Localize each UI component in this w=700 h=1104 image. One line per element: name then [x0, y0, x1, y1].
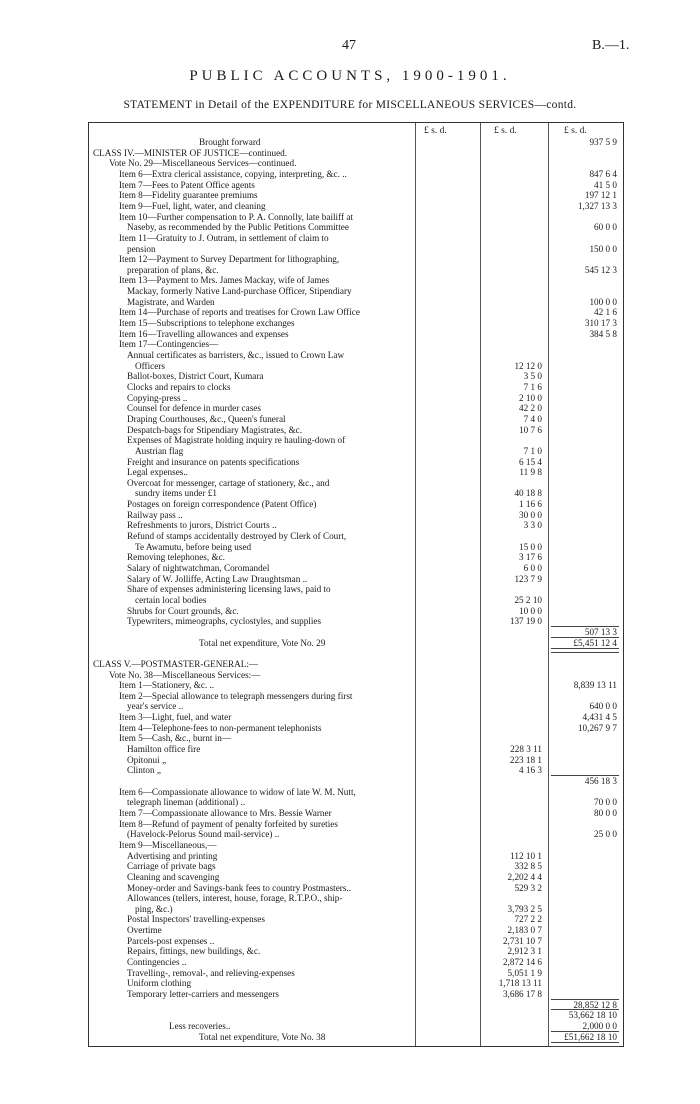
row-description: CLASS V.—POSTMASTER-GENERAL:—: [93, 658, 259, 669]
amount-column-2: 10 7 6: [519, 424, 542, 435]
amount-column-2: 6 15 4: [519, 456, 542, 467]
amount-column-3: 80 0 0: [594, 807, 617, 818]
table-row: [89, 435, 623, 446]
table-row: [89, 297, 623, 308]
table-row: [89, 371, 623, 382]
table-row: [89, 648, 623, 659]
row-description: Item 11—Gratuity to J. Outram, in settlement of claim to: [119, 232, 329, 243]
table-row: [89, 393, 623, 404]
table-row: [89, 659, 623, 670]
row-description: Salary of W. Jolliffe, Acting Law Draughtsman ..: [127, 573, 308, 584]
table-row: [89, 616, 623, 627]
table-row: [89, 275, 623, 286]
table-row: [89, 499, 623, 510]
table-row: [89, 457, 623, 468]
amount-column-3: 10,267 9 7: [577, 722, 617, 733]
amount-column-2: 30 0 0: [519, 509, 542, 520]
table-row: [89, 286, 623, 297]
row-description: (Havelock-Pelorus Sound mail-service) ..: [127, 829, 280, 840]
row-description: Freight and insurance on patents specifications: [127, 456, 300, 467]
expenditure-table: [88, 122, 624, 1047]
amount-column-2: 2,912 3 1: [507, 946, 542, 957]
row-description: Item 8—Fidelity guarantee premiums: [119, 190, 258, 201]
table-row: [89, 169, 623, 180]
table-row: [89, 180, 623, 191]
table-row: [89, 1010, 623, 1021]
row-description: year's service ..: [127, 701, 184, 712]
row-description: Salary of nightwatchman, Coromandel: [127, 563, 270, 573]
amount-column-2: 123 7 9: [514, 573, 542, 584]
table-row: [89, 606, 623, 617]
row-description: Advertising and printing: [127, 850, 218, 861]
table-row: [89, 691, 623, 702]
row-description: Item 5—Cash, &c., burnt in—: [119, 733, 232, 744]
amount-column-2: 112 10 1: [510, 850, 542, 861]
row-description: Item 8—Refund of payment of penalty forfeited by sureties: [119, 818, 338, 829]
amount-column-2: 5,051 1 9: [507, 967, 542, 978]
row-description: certain local bodies: [135, 594, 207, 605]
row-description: Cleaning and scavenging: [127, 871, 220, 882]
row-description: Contingencies ..: [127, 957, 187, 968]
row-description: Annual certificates as barristers, &c., issued to Crown Law: [127, 350, 345, 360]
table-row: [89, 744, 623, 755]
amount-column-2: 332 8 5: [514, 861, 542, 872]
table-row: [89, 914, 623, 925]
table-row: [89, 148, 623, 159]
row-description: Item 10—Further compensation to P. A. Connolly, late bailiff at: [119, 211, 353, 222]
row-description: Typewriters, mimeographs, cyclostyles, and supplies: [127, 616, 322, 627]
row-description: Money-order and Savings-bank fees to country Postmasters..: [127, 882, 352, 893]
row-description: Total net expenditure, Vote No. 38: [199, 1031, 326, 1042]
amount-column-2: 529 3 2: [514, 882, 542, 893]
row-description: CLASS IV.—MINISTER OF JUSTICE—continued.: [93, 147, 288, 158]
row-description: Less recoveries..: [169, 1020, 231, 1031]
table-row: [89, 478, 623, 489]
amount-column-3: 100 0 0: [589, 296, 617, 307]
table-row: [89, 361, 623, 372]
table-row: [89, 712, 623, 723]
amount-column-2: 40 18 8: [514, 488, 542, 499]
table-row: [89, 212, 623, 223]
parliamentary-reference: B.—1.: [592, 38, 630, 53]
table-row: [89, 446, 623, 457]
row-description: Removing telephones, &c.: [127, 552, 225, 563]
row-description: Travelling-, removal-, and relieving-expenses: [127, 967, 295, 978]
table-row: [89, 350, 623, 361]
amount-column-2: 228 3 11: [510, 744, 542, 755]
amount-column-2: 727 2 2: [514, 914, 542, 925]
table-row: [89, 425, 623, 436]
table-row: [89, 307, 623, 318]
amount-column-2: 3,686 17 8: [502, 989, 542, 999]
subtotal-rule: [551, 999, 619, 1000]
table-row: [89, 638, 623, 649]
amount-column-2: 2,872 14 6: [502, 957, 542, 968]
row-description: Overcoat for messenger, cartage of stationery, &c., and: [127, 477, 330, 488]
row-description: Magistrate, and Warden: [127, 296, 215, 307]
table-row: [89, 542, 623, 553]
amount-column-3: £51,662 18 10: [564, 1031, 617, 1042]
amount-column-2: 2,183 0 7: [507, 925, 542, 936]
table-row: [89, 510, 623, 521]
row-description: Draping Courthouses, &c., Queen's funeral: [127, 413, 286, 424]
table-row: [89, 1032, 623, 1043]
table-row: [89, 265, 623, 276]
row-description: pension: [127, 243, 156, 254]
amount-column-3: 1,327 13 3: [577, 200, 617, 211]
amount-column-2: 7 4 0: [523, 413, 542, 424]
row-description: sundry items under £1: [135, 488, 217, 499]
amount-column-2: 223 18 1: [509, 754, 542, 765]
amount-column-3: 847 6 4: [589, 168, 617, 179]
amount-column-2: 3 17 6: [519, 552, 542, 563]
table-row: [89, 531, 623, 542]
table-row: [89, 158, 623, 169]
row-description: Ballot-boxes, District Court, Kumara: [127, 371, 264, 382]
amount-column-3: 384 5 8: [589, 328, 617, 339]
table-row: [89, 1021, 623, 1032]
table-row: [89, 733, 623, 744]
amount-column-2: 2,202 4 4: [507, 871, 542, 882]
row-description: Te Awamutu, before being used: [135, 541, 252, 552]
amount-column-2: 42 2 0: [519, 403, 542, 414]
row-description: Item 7—Compassionate allowance to Mrs. Bessie Warner: [119, 807, 332, 818]
row-description: Repairs, fittings, new buildings, &c.: [127, 946, 261, 957]
row-description: Item 3—Light, fuel, and water: [119, 712, 232, 723]
row-description: Item 14—Purchase of reports and treatises for Crown Law Office: [119, 307, 360, 318]
row-description: Item 6—Extra clerical assistance, copying, interpreting, &c. ..: [119, 168, 347, 179]
amount-column-2: 2,731 10 7: [502, 935, 542, 946]
table-row: [89, 339, 623, 350]
row-description: preparation of plans, &c.: [127, 264, 219, 275]
table-row: [89, 467, 623, 478]
row-description: Copying-press ..: [127, 392, 188, 403]
table-row: [89, 244, 623, 255]
amount-column-3: 25 0 0: [594, 829, 617, 840]
row-description: Item 6—Compassionate allowance to widow of late W. M. Nutt,: [119, 786, 356, 797]
page-number: 47: [342, 38, 356, 53]
amount-column-3: 197 12 1: [584, 190, 617, 201]
table-row: [89, 904, 623, 915]
table-row: [89, 552, 623, 563]
row-description: Postal Inspectors' travelling-expenses: [127, 914, 265, 925]
row-description: Counsel for defence in murder cases: [127, 403, 261, 414]
table-row: [89, 201, 623, 212]
amount-column-2: 3 3 0: [523, 520, 542, 531]
table-row: [89, 520, 623, 531]
row-description: Hamilton office fire: [127, 744, 201, 755]
amount-column-2: 137 19 0: [509, 616, 542, 627]
amount-column-2: 11 9 8: [519, 467, 542, 478]
amount-column-3: 150 0 0: [589, 243, 617, 254]
row-description: Naseby, as recommended by the Public Petitions Committee: [127, 222, 349, 233]
row-description: Allowances (tellers, interest, house, forage, R.T.P.O., ship-: [127, 893, 343, 904]
amount-column-3: 8,839 13 11: [573, 680, 617, 691]
row-description: Item 13—Payment to Mrs. James Mackay, wife of James: [119, 275, 330, 286]
table-row: [89, 329, 623, 340]
table-row: [89, 797, 623, 808]
row-description: Item 9—Fuel, light, water, and cleaning: [119, 200, 266, 211]
subtotal-rule: [551, 1009, 619, 1010]
amount-column-3: 310 17 3: [584, 318, 617, 329]
row-description: Railway pass ..: [127, 509, 183, 520]
amount-column-3: 60 0 0: [594, 222, 617, 233]
table-row: [89, 925, 623, 936]
amount-column-3: 456 18 3: [584, 776, 617, 786]
row-description: Mackay, formerly Native Land-purchase Officer, Stipendiary: [127, 286, 352, 297]
row-description: Share of expenses administering licensing laws, paid to: [127, 584, 331, 595]
row-description: Shrubs for Court grounds, &c.: [127, 605, 239, 616]
amount-column-2: 25 2 10: [514, 594, 542, 605]
row-description: Item 15—Subscriptions to telephone exchanges: [119, 318, 295, 329]
table-row: [89, 883, 623, 894]
subtotal-rule: [551, 1031, 619, 1032]
table-row: [89, 574, 623, 585]
amount-column-2: 1 16 6: [519, 499, 542, 510]
amount-column-3: £5,451 12 4: [573, 637, 617, 648]
amount-column-3: 2,000 0 0: [582, 1020, 617, 1031]
table-row: [89, 787, 623, 798]
table-row: [89, 488, 623, 499]
table-row: [89, 776, 623, 787]
row-description: telegraph lineman (additional) ..: [127, 797, 246, 808]
table-row: [89, 723, 623, 734]
table-row: [89, 254, 623, 265]
amount-column-3: 545 12 3: [584, 264, 617, 275]
amount-column-2: 7 1 0: [523, 445, 542, 456]
table-row: [89, 840, 623, 851]
row-description: Legal expenses..: [127, 467, 188, 478]
row-description: Item 9—Miscellaneous,—: [119, 839, 217, 850]
row-description: Opitonui „: [127, 754, 167, 765]
table-row: [89, 808, 623, 819]
amount-column-2: 4 16 3: [519, 765, 542, 776]
row-description: Despatch-bags for Stipendiary Magistrates, &c.: [127, 424, 303, 435]
table-row: [89, 382, 623, 393]
row-description: Expenses of Magistrate holding inquiry re hauling-down of: [127, 435, 346, 446]
amount-column-2: 3,793 2 5: [507, 903, 542, 914]
table-row: [89, 819, 623, 830]
row-description: Item 7—Fees to Patent Office agents: [119, 179, 255, 190]
amount-column-2: 12 12 0: [514, 360, 542, 371]
amount-column-2: 6 0 0: [523, 563, 542, 573]
row-description: Austrian flag: [135, 445, 184, 456]
row-description: Refreshments to jurors, District Courts ..: [127, 520, 277, 531]
table-row: [89, 978, 623, 989]
table-row: [89, 872, 623, 883]
row-description: Item 2—Special allowance to telegraph messengers during first: [119, 690, 353, 701]
subtotal-rule: [551, 626, 619, 627]
table-row: [89, 584, 623, 595]
table-row: [89, 670, 623, 681]
row-description: Uniform clothing: [127, 978, 192, 989]
amount-column-2: 10 0 0: [519, 605, 542, 616]
row-description: Overtime: [127, 925, 162, 936]
amount-column-3: 70 0 0: [594, 797, 617, 808]
document-title: PUBLIC ACCOUNTS, 1900-1901.: [189, 68, 511, 84]
table-row: [89, 957, 623, 968]
total-double-rule: [551, 1042, 619, 1047]
table-row: [89, 403, 623, 414]
row-description: Item 16—Travelling allowances and expenses: [119, 328, 289, 339]
row-description: Item 1—Stationery, &c. ..: [119, 680, 215, 691]
table-row: [89, 680, 623, 691]
table-row: [89, 946, 623, 957]
table-row: [89, 137, 623, 148]
amount-column-3: 640 0 0: [589, 701, 617, 712]
row-description: Postages on foreign correspondence (Patent Office): [127, 499, 317, 510]
amount-column-3: 41 5 0: [594, 179, 617, 190]
row-description: Carriage of private bags: [127, 861, 216, 872]
subtotal-rule: [551, 775, 619, 776]
amount-column-3: 53,662 18 10: [568, 1010, 617, 1021]
row-description: Total net expenditure, Vote No. 29: [199, 637, 326, 648]
table-row: [89, 318, 623, 329]
table-row: [89, 851, 623, 862]
row-description: Brought forward: [199, 137, 261, 147]
row-description: Refund of stamps accidentally destroyed by Clerk of Court,: [127, 531, 347, 542]
row-description: Officers: [135, 360, 165, 371]
table-row: [89, 861, 623, 872]
table-row: [89, 414, 623, 425]
table-row: [89, 893, 623, 904]
table-row: [89, 829, 623, 840]
table-row: [89, 1000, 623, 1011]
table-row: [89, 765, 623, 776]
table-row: [89, 701, 623, 712]
column-header: £ s. d.: [564, 126, 587, 136]
table-row: [89, 755, 623, 766]
column-header: £ s. d.: [494, 126, 517, 136]
table-row: [89, 595, 623, 606]
amount-column-3: 28,852 12 8: [573, 999, 617, 1010]
table-row: [89, 563, 623, 574]
total-double-rule: [551, 648, 619, 653]
row-description: Parcels-post expenses ..: [127, 935, 215, 946]
table-row: [89, 936, 623, 947]
row-description: Clinton „: [127, 765, 161, 776]
table-row: [89, 989, 623, 1000]
subtotal-rule: [551, 637, 619, 638]
row-description: Temporary letter-carriers and messengers: [127, 989, 279, 999]
row-description: Item 17—Contingencies—: [119, 339, 219, 350]
amount-column-2: 2 10 0: [519, 392, 542, 403]
amount-column-2: 7 1 6: [523, 381, 542, 392]
row-description: Item 4—Telephone-fees to non-permanent telephonists: [119, 722, 322, 733]
table-row: [89, 968, 623, 979]
column-header: £ s. d.: [424, 126, 447, 136]
row-description: Clocks and repairs to clocks: [127, 381, 231, 392]
table-row: [89, 222, 623, 233]
row-description: Vote No. 29—Miscellaneous Services—continued.: [109, 158, 297, 169]
amount-column-3: 4,431 4 5: [582, 712, 617, 723]
amount-column-2: 3 5 0: [523, 371, 542, 382]
amount-column-2: 1,718 13 11: [498, 978, 542, 989]
amount-column-2: 15 0 0: [519, 541, 542, 552]
statement-subtitle: STATEMENT in Detail of the EXPENDITURE for MISCELLANEOUS SERVICES—contd.: [123, 99, 577, 111]
table-row: [89, 190, 623, 201]
row-description: Vote No. 38—Miscellaneous Services:—: [109, 669, 261, 680]
amount-column-3: 507 13 3: [584, 626, 617, 637]
table-row: [89, 233, 623, 244]
amount-column-3: 937 5 9: [589, 137, 617, 147]
table-row: [89, 627, 623, 638]
row-description: ping, &c.): [135, 903, 173, 914]
amount-column-3: 42 1 6: [594, 307, 617, 318]
row-description: Item 12—Payment to Survey Department for lithographing,: [119, 254, 340, 265]
